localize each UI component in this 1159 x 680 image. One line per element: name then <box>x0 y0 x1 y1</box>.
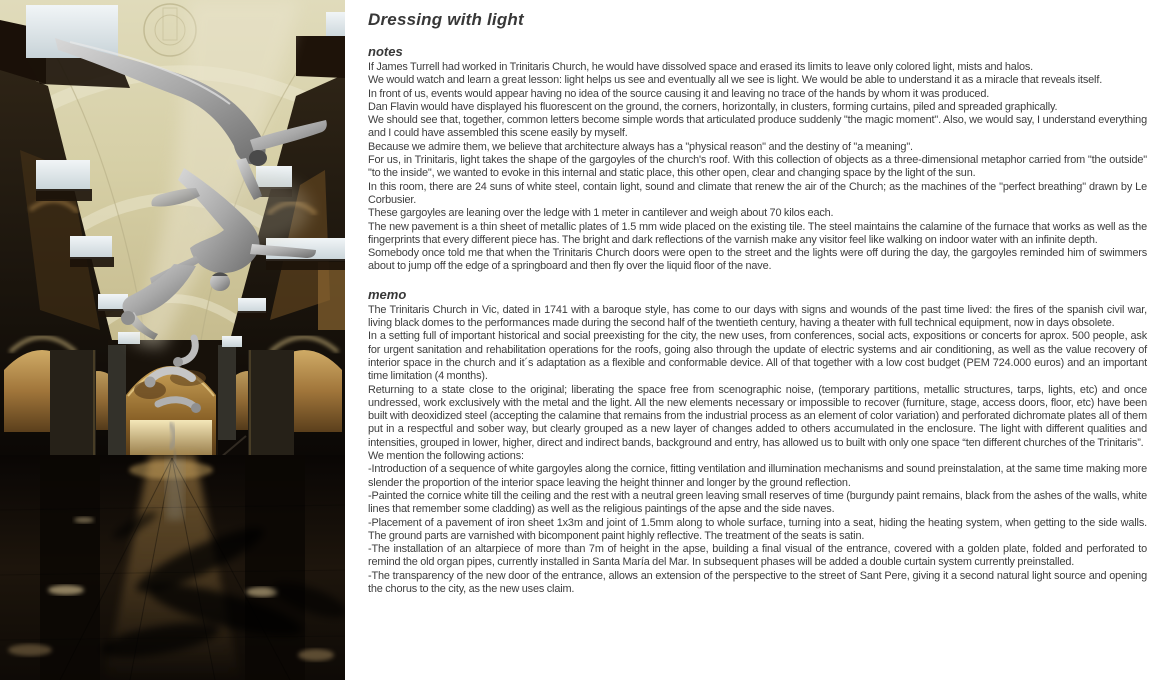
memo-paragraph: -The installation of an altarpiece of more than 7m of height in the apse, building a final visual of the entrance, covered with a golden plate, folded and perforated to remind the old organ pipes, currently installed in Santa María del Mar. In subsequent phases will be added a double curtain system currently preinstalled. <box>368 543 1147 569</box>
memo-paragraph: -Placement of a pavement of iron sheet 1x3m and joint of 1.5mm along to whole surface, turning into a seat, hiding the heating system, when getting to the side walls. The ground parts are varnished with bicomponent paint highly reflective. The treatment of the seats is satin. <box>368 516 1147 542</box>
memo-paragraph: -Introduction of a sequence of white gargoyles along the cornice, fitting ventilation and illumination mechanisms and sound preinstalation, at the same time making more slender the proportion of the interior space leaving the height thinner and longer by the ground reflection. <box>368 463 1147 489</box>
memo-paragraph: Returning to a state close to the original; liberating the space free from scenographic noise, (temporary partitions, metallic structures, tarps, lights, etc) and once undressed, work exclusively with the metal and the light. All the new elements necessary or impossible to recover (furniture, stage, access doors, floor, etc) have been built with deoxidized steel (accepting the calamine that remains from the industrial process as an element of color variation) and perforated dichromate plates all of them put in a respectful and sober way, but clearly grouped as a new layer of changes added to others accumulated in the enclosure. The light with different qualities and intensities, grouped in lower, higher, direct and indirect bands, background and entry, has allowed us to built with only one space “ten different churches of the Trinitaris”. <box>368 383 1147 449</box>
notes-paragraph: The new pavement is a thin sheet of metallic plates of 1.5 mm wide placed on the existing tile. The steel maintains the calamine of the furnace that works as well as the fingerprints that every different piece has. The bright and dark reflections of the varnish make any visitor feel like walking on indoor water with an infinite depth. <box>368 220 1147 246</box>
memo-paragraph: We mention the following actions: <box>368 450 524 463</box>
page-title: Dressing with light <box>368 10 524 29</box>
memo-paragraph: -Painted the cornice white till the ceiling and the rest with a neutral green leaving small reserves of time (burgundy paint remains, black from the ashes of the walls, white lines that remember some cladding) as well as the religious paintings of the apse and the side naves. <box>368 489 1147 516</box>
notes-paragraph: If James Turrell had worked in Trinitaris Church, he would have dissolved space and erased its limits to leave only colored light, mists and halos. <box>368 61 1034 73</box>
section-memo <box>368 287 1147 597</box>
church-photo <box>0 0 345 680</box>
notes-paragraph: Because we admire them, we believe that architecture always has a "physical reason" and the destiny of "a meaning". <box>368 140 913 153</box>
notes-paragraph: We should see that, together, common letters become simple words that articulated produce suddenly "the magic moment". Also, we would say, I understand everything and I could have assembled this scene easily by myself. <box>368 114 1147 140</box>
notes-paragraph: These gargoyles are leaning over the ledge with 1 meter in cantilever and weigh about 70 kilos each. <box>368 207 834 220</box>
notes-heading: notes <box>368 44 403 59</box>
section-notes <box>368 44 1147 274</box>
memo-paragraph: The Trinitaris Church in Vic, dated in 1741 with a baroque style, has come to our days with signs and wounds of the past time lived: the fires of the spanish civil war, living black domes to the performances made during the second half of the twentieth century, having a theater with full technical equipment, now in days obsolete. <box>368 303 1147 330</box>
notes-paragraph: Dan Flavin would have displayed his fluorescent on the ground, the corners, horizontally, in clusters, forming curtains, piled and spreaded graphically. <box>368 100 1058 113</box>
notes-paragraph: For us, in Trinitaris, light takes the shape of the gargoyles of the church's roof. With this collection of objects as a three-dimensional metaphor carried from "the outside" "to the inside", we wanted to evoke in this internal and static place, this other open, clear and changing space by the light of the sun. <box>368 154 1147 180</box>
notes-paragraph: We would watch and learn a great lesson: light helps us see and eventually all we see is light. We would be able to understand it as a miracle that reveals itself. <box>368 74 1103 87</box>
memo-paragraph: -The transparency of the new door of the entrance, allows an extension of the perspective to the street of Sant Pere, giving it a second natural light source and opening the chorus to the city, as the new uses claim. <box>368 569 1147 595</box>
notes-paragraph: Somebody once told me that when the Trinitaris Church doors were open to the street and the lights were off during the day, the gargoyles reminded him of swimmers about to jump off the edge of a springboard and then fly over the liquid floor of the nave. <box>368 247 1147 273</box>
memo-paragraph: In a setting full of important historical and social preexisting for the city, the new uses, from conferences, social acts, expositions or concerts for aprox. 500 people, ask for urgent sanitation and rehabilitation operations for the roofs, going also through the update of electric systems and air conditioning, as well as the value recovery of interior space in the church and it´s adaptation as a flexible and conformable device. All of that together with a low cost budget (PEM 724.000 euros) and an important time limitation (4 months). <box>368 330 1147 383</box>
church-interior <box>0 0 345 680</box>
article <box>368 3 1147 596</box>
notes-paragraph: In this room, there are 24 suns of white steel, contain light, sound and climate that renew the air of the Church; as the machines of the "perfect breathing" drawn by Le Corbusier. <box>368 180 1147 206</box>
memo-heading: memo <box>368 286 407 302</box>
notes-paragraph: In front of us, events would appear having no idea of the source causing it and leaving no trace of the hands by whom it was produced. <box>368 87 990 100</box>
